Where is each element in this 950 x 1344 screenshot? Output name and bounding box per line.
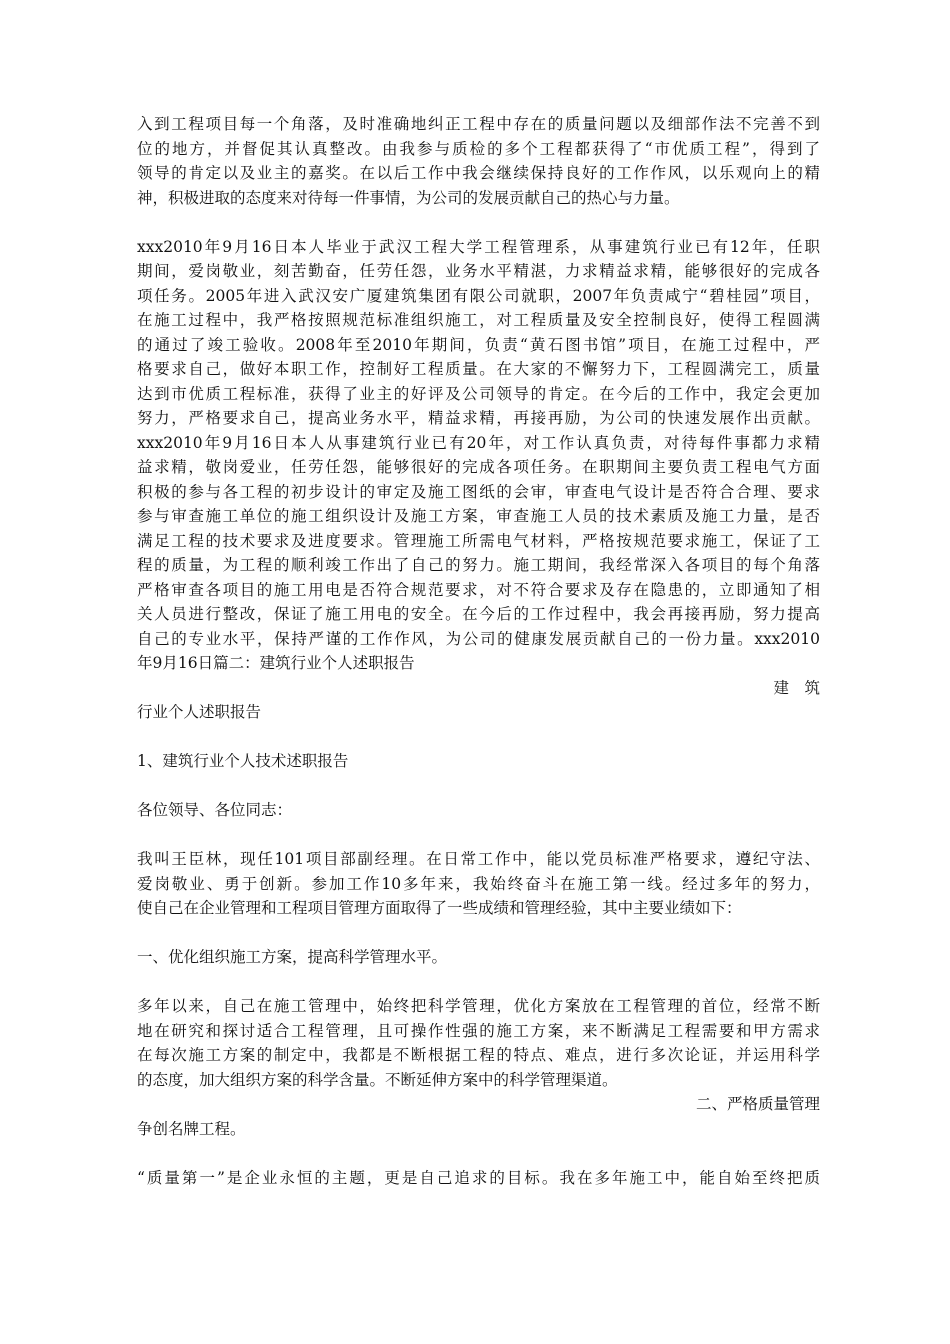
text-line: 满足工程的技术要求及进度要求。管理施工所需电气材料，严格按规范要求施工，保证了工	[137, 531, 820, 550]
heading-line: 一、优化组织施工方案，提高科学管理水平。	[137, 948, 448, 966]
text-line: 自己的专业水平，保持严谨的工作作风，为公司的健康发展贡献自己的一份力量。xxx2010	[137, 629, 820, 648]
text-line: 格要求自己，做好本职工作，控制好工程质量。在大家的不懈努力下，工程圆满完工，质量	[137, 360, 820, 378]
salutation	[137, 798, 820, 823]
text-line: 严格审查各项目的施工用电是否符合规范要求，对不符合要求及存在隐患的，立即通知了相	[137, 580, 820, 599]
text-line: xxx2010年9月16日本人从事建筑行业已有20年，对工作认真负责，对待每件事都力求精	[137, 433, 820, 452]
text-line: 我叫王臣林，现任101项目部副经理。在日常工作中，能以党员标准严格要求，遵纪守法、	[137, 850, 820, 868]
text-line: 神，积极进取的态度来对待每一件事情，为公司的发展贡献自己的热心与力量。	[137, 188, 680, 207]
text-line: 行业个人述职报告	[137, 703, 262, 721]
text-line: 入到工程项目每一个角落，及时准确地纠正工程中存在的质量问题以及细部作法不完善不到	[137, 115, 820, 133]
text-line: 期间，爱岗敬业，刻苦勤奋，任劳任怨，业务水平精湛，力求精益求精，能够很好的完成各	[137, 262, 820, 280]
text-line: 争创名牌工程。	[137, 1119, 246, 1138]
text-line: 使自己在企业管理和工程项目管理方面取得了一些成绩和管理经验，其中主要业绩如下：	[137, 899, 742, 917]
text-line: 在施工过程中，我严格按照规范标准组织施工，对工程质量及安全控制良好，使得工程圆满	[137, 311, 820, 329]
text-line: 各位领导、各位同志：	[137, 801, 293, 819]
heading-line: 1、建筑行业个人技术述职报告	[137, 752, 349, 770]
paragraph-quality	[137, 1166, 820, 1191]
text-line: 参与审查施工单位的施工组织设计及施工方案，审查施工人员的技术素质及施工力量，是否	[137, 507, 820, 525]
text-line: 爱岗敬业、勇于创新。参加工作10多年来，我始终奋斗在施工第一线。经过多年的努力，	[137, 874, 820, 893]
section-heading-1	[137, 749, 820, 774]
text-line-right-aligned: 建 筑	[773, 678, 820, 697]
text-line: 达到市优质工程标准，获得了业主的好评及公司领导的肯定。在今后的工作中，我定会更加	[137, 384, 820, 403]
text-line: 领导的肯定以及业主的嘉奖。在以后工作中我会继续保持良好的工作作风，以乐观向上的精	[137, 164, 820, 182]
paragraph-intro	[137, 847, 820, 921]
paragraph-management	[137, 994, 820, 1141]
text-line: 多年以来，自己在施工管理中，始终把科学管理，优化方案放在工程管理的首位，经常不断	[137, 997, 820, 1015]
text-line: 益求精，敬岗爱业，任劳任怨，能够很好的完成各项任务。在职期间主要负责工程电气方面	[137, 458, 820, 476]
text-line: 的态度，加大组织方案的科学含量。不断延伸方案中的科学管理渠道。	[137, 1070, 618, 1089]
text-line: xxx2010年9月16日本人毕业于武汉工程大学工程管理系，从事建筑行业已有12年，任职	[137, 237, 820, 256]
section-heading-2	[137, 945, 820, 970]
text-line: 地在研究和探讨适合工程管理，且可操作性强的施工方案，来不断满足工程需要和甲方需求	[137, 1021, 820, 1040]
text-line: 程的质量，为工程的顺利竣工作出了自己的努力。施工期间，我经常深入各项目的每个角落	[137, 556, 820, 574]
text-line: 努力，严格要求自己，提高业务水平，精益求精，再接再励，为公司的快速发展作出贡献。	[137, 409, 820, 427]
text-line: “质量第一”是企业永恒的主题，更是自己追求的目标。我在多年施工中，能自始至终把质	[137, 1168, 820, 1187]
text-line: 的通过了竣工验收。2008年至2010年期间，负责“黄石图书馆”项目，在施工过程中，严	[137, 335, 820, 354]
text-line: 位的地方，并督促其认真整改。由我参与质检的多个工程都获得了“市优质工程”，得到了	[137, 139, 820, 158]
text-line: 关人员进行整改，保证了施工用电的安全。在今后的工作过程中，我会再接再励，努力提高	[137, 605, 820, 623]
paragraph-1	[137, 112, 820, 210]
text-line-right-aligned: 二、严格质量管理	[695, 1095, 820, 1113]
document-page	[137, 112, 820, 1190]
text-line: 项任务。2005年进入武汉安广厦建筑集团有限公司就职，2007年负责咸宁“碧桂园”项目，	[137, 286, 820, 305]
text-line: 年9月16日篇二：建筑行业个人述职报告	[137, 654, 415, 672]
text-line: 在每次施工方案的制定中，我都是不断根据工程的特点、难点，进行多次论证，并运用科学	[137, 1046, 820, 1064]
text-line: 积极的参与各工程的初步设计的审定及施工图纸的会审，审查电气设计是否符合合理、要求	[137, 482, 820, 501]
paragraph-2	[137, 235, 820, 725]
